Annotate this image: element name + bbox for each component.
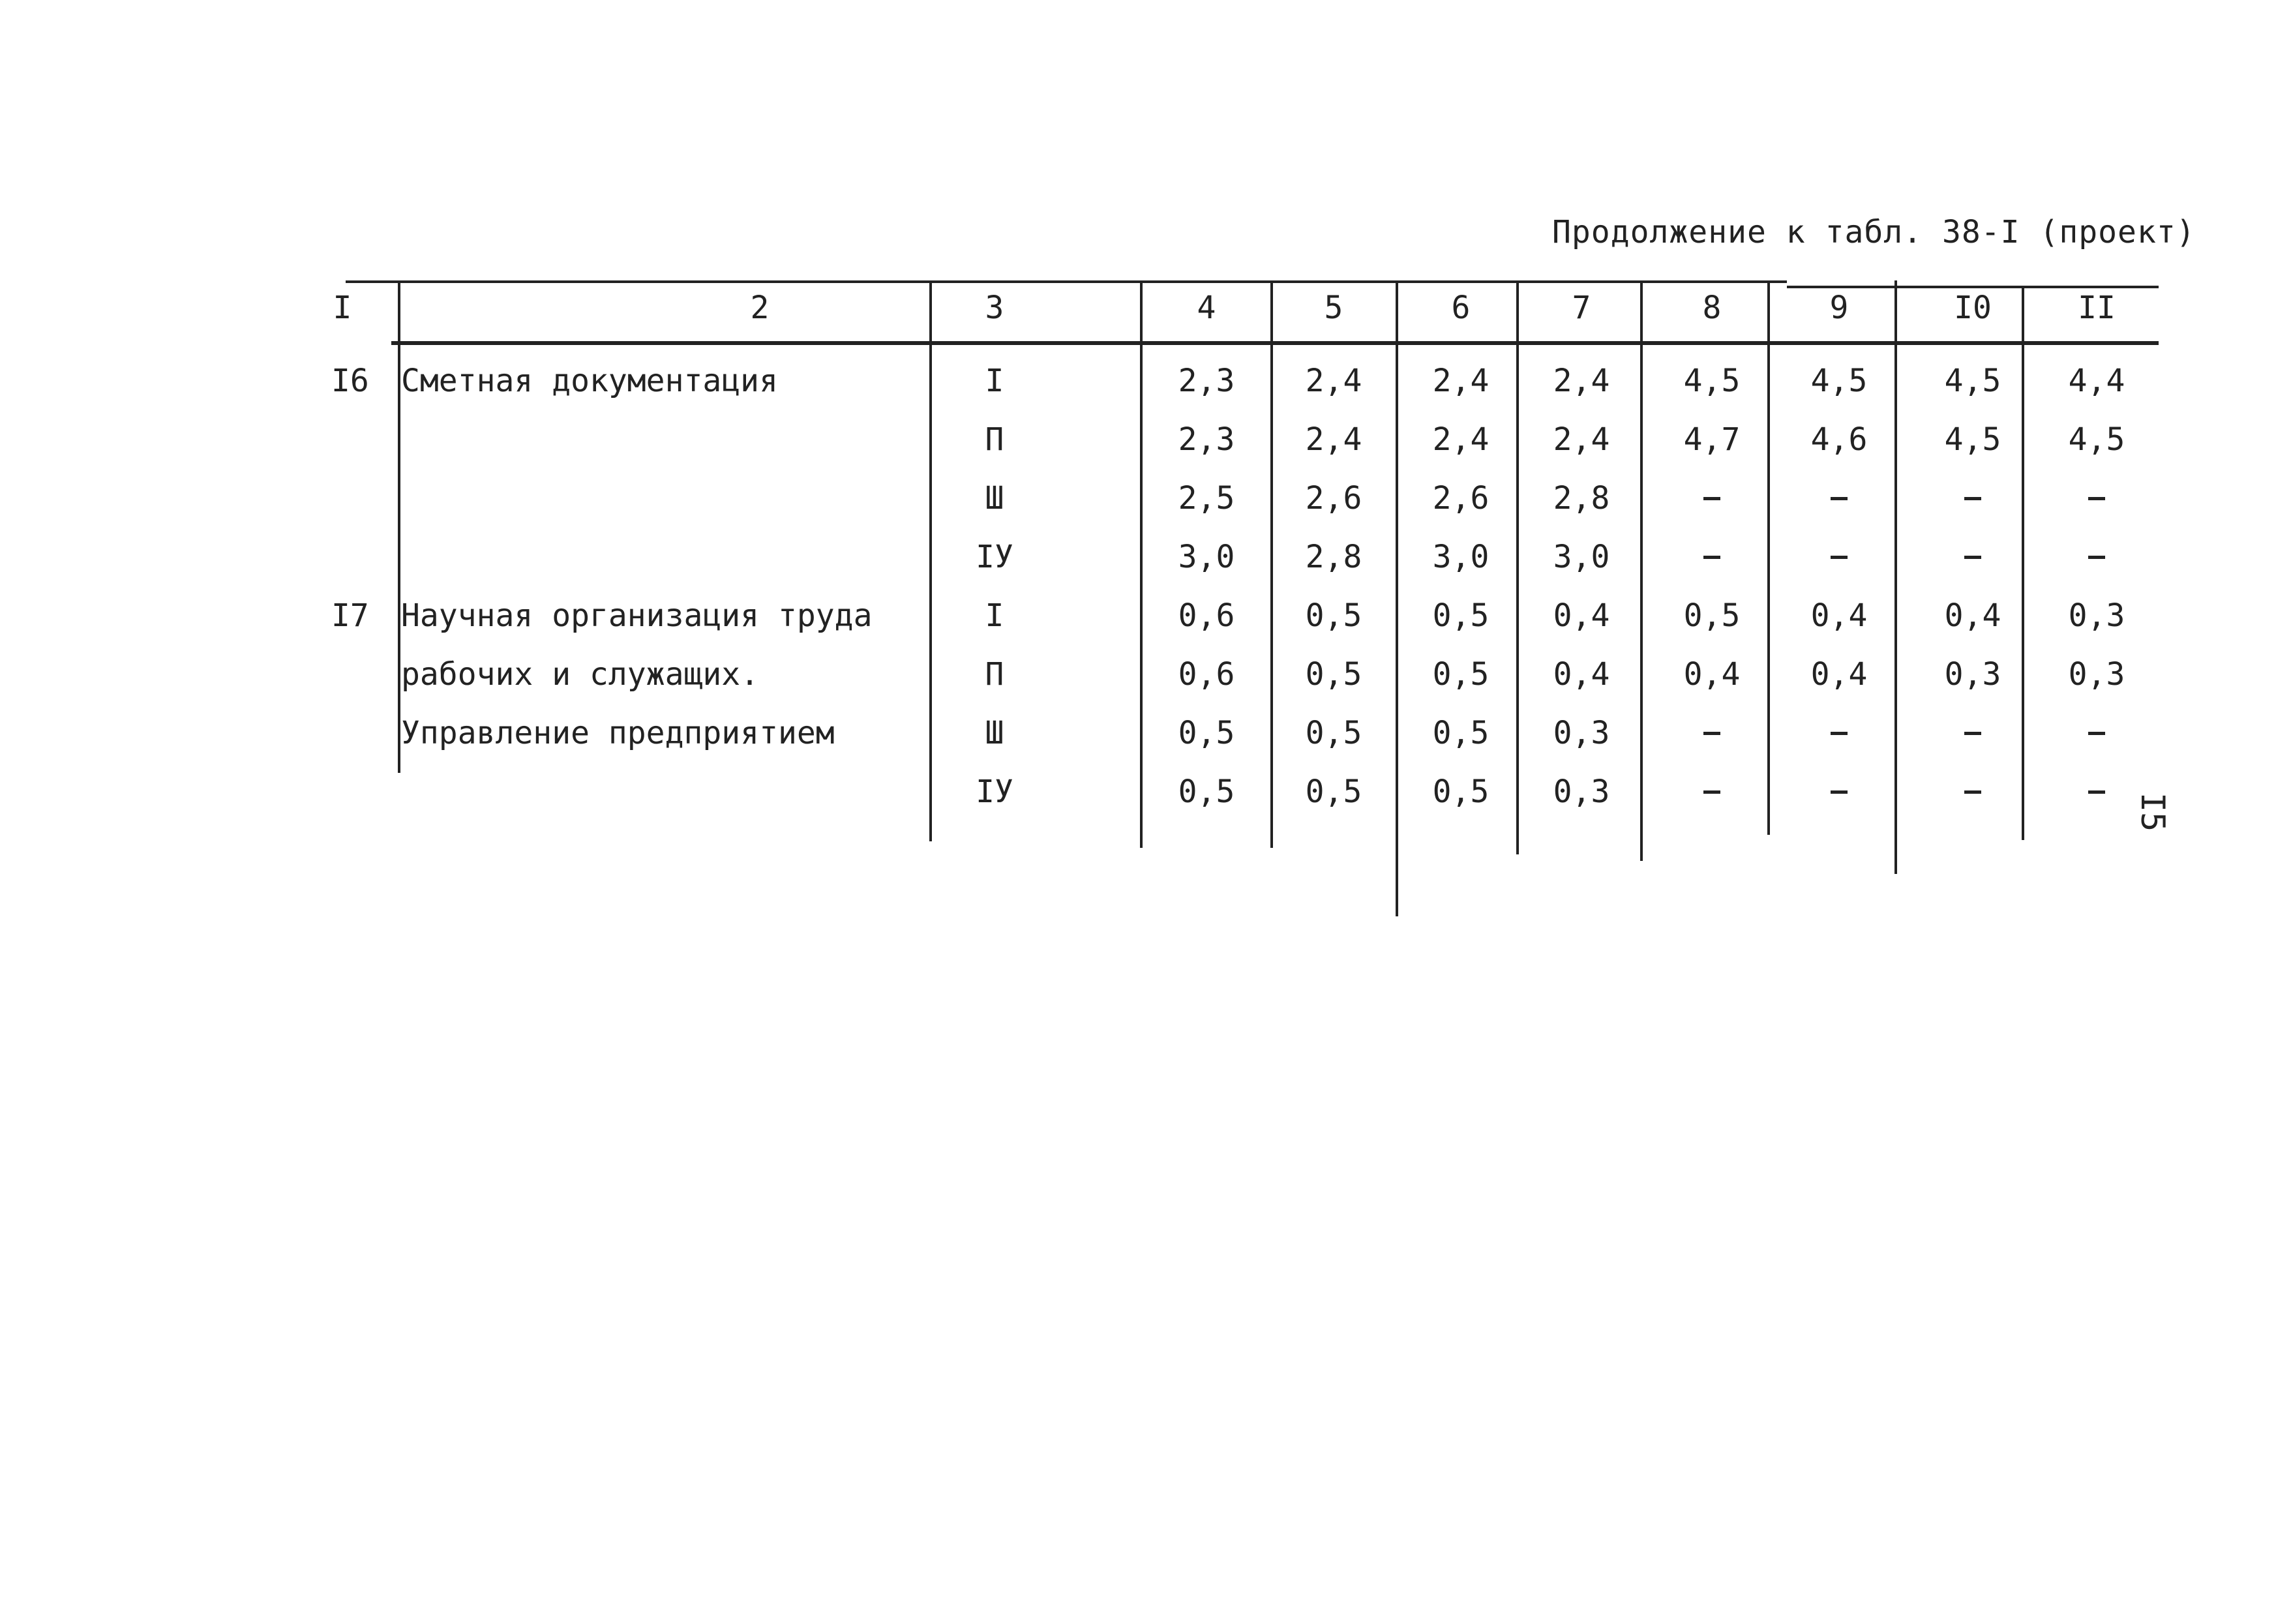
value-cell: 4,6 xyxy=(1810,421,1868,458)
row-category: П xyxy=(985,656,1004,693)
value-cell: 0,5 xyxy=(1432,656,1490,693)
row-category: I xyxy=(985,363,1004,399)
empty-value-dash xyxy=(1831,556,1848,559)
empty-value-dash xyxy=(1964,497,1981,500)
value-cell: 3,0 xyxy=(1432,539,1490,575)
value-cell: 2,4 xyxy=(1553,363,1610,399)
empty-value-dash xyxy=(1831,497,1848,500)
value-cell: 0,4 xyxy=(1810,597,1868,634)
table-rule xyxy=(346,280,1787,283)
empty-value-dash xyxy=(1964,732,1981,735)
value-cell: 0,5 xyxy=(1305,715,1362,751)
row-number: I7 xyxy=(331,597,369,634)
value-cell: 4,5 xyxy=(1944,421,2001,458)
empty-value-dash xyxy=(2088,790,2105,794)
row-category: Ш xyxy=(985,715,1004,751)
page-number: I5 xyxy=(2134,792,2172,832)
value-cell: 2,6 xyxy=(1432,480,1490,517)
row-category: Ш xyxy=(985,480,1004,517)
value-cell: 0,4 xyxy=(1944,597,2001,634)
table-rule xyxy=(1140,280,1143,848)
table-rule xyxy=(1396,280,1398,916)
value-cell: 2,8 xyxy=(1553,480,1610,517)
table-rule xyxy=(1894,280,1897,874)
column-header: 3 xyxy=(985,290,1004,326)
column-header: 4 xyxy=(1197,290,1216,326)
value-cell: 2,6 xyxy=(1305,480,1362,517)
column-header: 6 xyxy=(1451,290,1471,326)
row-name: Научная организация труда xyxy=(401,597,873,634)
value-cell: 4,5 xyxy=(1944,363,2001,399)
table-rule xyxy=(1767,280,1770,835)
value-cell: 2,4 xyxy=(1305,363,1362,399)
table-rule xyxy=(398,280,400,773)
row-category: П xyxy=(985,421,1004,458)
column-header: 8 xyxy=(1702,290,1722,326)
value-cell: 0,4 xyxy=(1553,656,1610,693)
empty-value-dash xyxy=(1703,556,1720,559)
empty-value-dash xyxy=(2088,732,2105,735)
row-name: рабочих и служащих. xyxy=(401,656,760,693)
table-rule xyxy=(929,280,932,841)
value-cell: 2,4 xyxy=(1432,421,1490,458)
row-name: Управление предприятием xyxy=(401,715,835,751)
table-rule xyxy=(1516,280,1519,854)
value-cell: 0,5 xyxy=(1432,597,1490,634)
table-rule xyxy=(2022,286,2024,840)
value-cell: 0,4 xyxy=(1553,597,1610,634)
row-category: IУ xyxy=(976,774,1013,810)
value-cell: 0,6 xyxy=(1178,656,1235,693)
value-cell: 0,5 xyxy=(1432,774,1490,810)
value-cell: 3,0 xyxy=(1178,539,1235,575)
value-cell: 2,4 xyxy=(1305,421,1362,458)
value-cell: 0,3 xyxy=(1944,656,2001,693)
empty-value-dash xyxy=(1964,790,1981,794)
value-cell: 4,5 xyxy=(1810,363,1868,399)
table-rule xyxy=(1270,280,1273,848)
value-cell: 2,3 xyxy=(1178,363,1235,399)
value-cell: 0,3 xyxy=(2068,656,2125,693)
value-cell: 0,5 xyxy=(1683,597,1741,634)
value-cell: 0,6 xyxy=(1178,597,1235,634)
value-cell: 0,5 xyxy=(1305,656,1362,693)
row-number: I6 xyxy=(331,363,369,399)
empty-value-dash xyxy=(1703,497,1720,500)
empty-value-dash xyxy=(2088,497,2105,500)
value-cell: 0,5 xyxy=(1178,715,1235,751)
column-header: II xyxy=(2078,290,2116,326)
value-cell: 4,5 xyxy=(2068,421,2125,458)
value-cell: 2,8 xyxy=(1305,539,1362,575)
value-cell: 2,3 xyxy=(1178,421,1235,458)
value-cell: 2,4 xyxy=(1553,421,1610,458)
column-header: 2 xyxy=(750,290,770,326)
value-cell: 0,5 xyxy=(1305,597,1362,634)
table-caption: Продолжение к табл. 38-I (проект) xyxy=(1552,214,2196,250)
empty-value-dash xyxy=(1703,732,1720,735)
column-header: I0 xyxy=(1954,290,1992,326)
table-rule xyxy=(1640,280,1643,861)
value-cell: 2,5 xyxy=(1178,480,1235,517)
value-cell: 0,5 xyxy=(1178,774,1235,810)
value-cell: 4,4 xyxy=(2068,363,2125,399)
value-cell: 2,4 xyxy=(1432,363,1490,399)
row-category: IУ xyxy=(976,539,1013,575)
empty-value-dash xyxy=(1831,732,1848,735)
value-cell: 4,7 xyxy=(1683,421,1741,458)
empty-value-dash xyxy=(1964,556,1981,559)
value-cell: 0,3 xyxy=(1553,715,1610,751)
empty-value-dash xyxy=(1703,790,1720,794)
value-cell: 0,3 xyxy=(1553,774,1610,810)
value-cell: 3,0 xyxy=(1553,539,1610,575)
value-cell: 0,3 xyxy=(2068,597,2125,634)
table-rule xyxy=(391,341,2159,345)
value-cell: 0,4 xyxy=(1810,656,1868,693)
table-rule xyxy=(1787,286,2159,288)
empty-value-dash xyxy=(1831,790,1848,794)
column-header: 9 xyxy=(1829,290,1849,326)
value-cell: 0,5 xyxy=(1432,715,1490,751)
row-name: Сметная документация xyxy=(401,363,778,399)
empty-value-dash xyxy=(2088,556,2105,559)
value-cell: 4,5 xyxy=(1683,363,1741,399)
column-header: 5 xyxy=(1324,290,1343,326)
column-header: I xyxy=(333,290,352,326)
row-category: I xyxy=(985,597,1004,634)
value-cell: 0,5 xyxy=(1305,774,1362,810)
value-cell: 0,4 xyxy=(1683,656,1741,693)
column-header: 7 xyxy=(1572,290,1591,326)
